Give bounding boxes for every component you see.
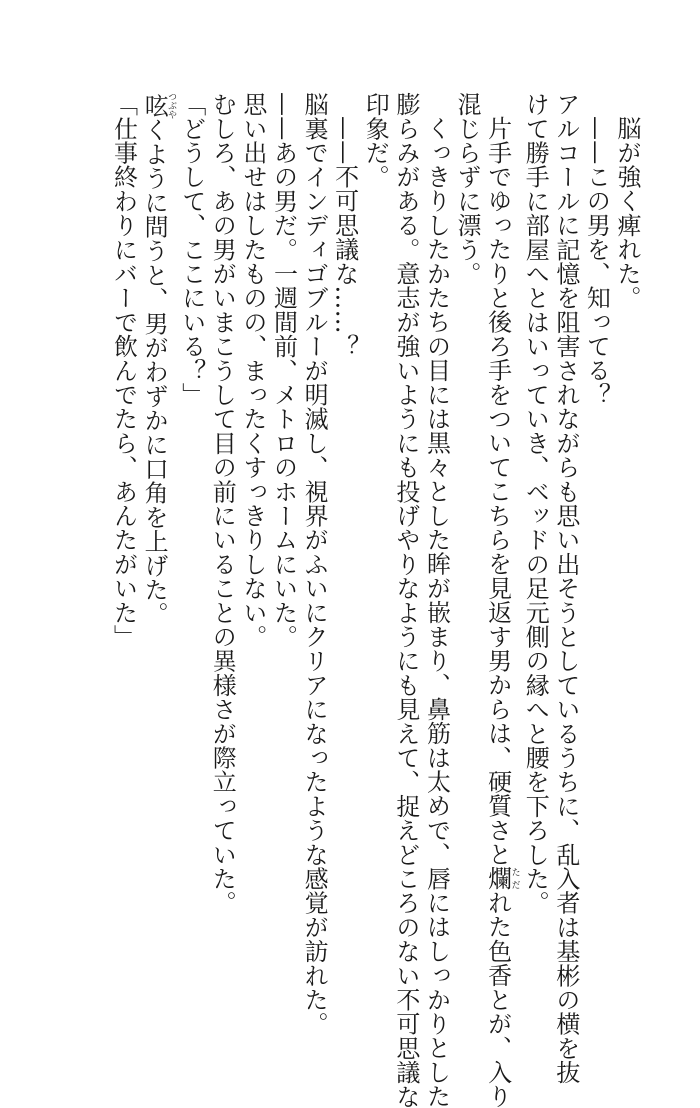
ruby-base-tada: 爛 [483,866,512,891]
text-line-13: 思い出せはしたものの、まったくすっきりしない。 [238,92,267,649]
vertical-text-block [108,92,642,1108]
ruby-reading-tsubuya: つぶや [166,92,177,119]
text-line-14: むしろ、あの男がいまこうして目の前にいることの異様さが際立っていた。 [208,92,237,915]
ruby-tada [483,866,520,891]
ruby-tsubuya [140,92,177,119]
text-line-17: 「仕事終わりにバーで飲んでたら、あんたがいた」 [109,92,138,649]
text-line-3: アルコールに記憶を阻害されながらも思い出そうとしているうちに、乱入者は基彬の横を抜 [551,92,580,1085]
text-line-5 [482,92,520,1108]
ruby-base-tsubuya: 呟 [140,92,169,119]
text-line-4: けて勝手に部屋へとはいっていき、ベッドの足元側の縁へと腰を下ろした。 [521,92,550,915]
text-line-7: くっきりしたかたちの目には黒々とした眸が嵌まり、鼻筋は太めで、唇にはしっかりとした [422,116,451,1108]
text-line-11: 脳裏でインディゴブルーが明滅し、視界がふいにクリアになったような感覚が訪れた。 [300,92,329,1036]
text-line-16 [139,92,177,972]
text-line-16-after: くように問うと、男がわずかに口角を上げた。 [140,117,169,626]
text-line-12: ——あの男だ。一週間前、メトロのホームにいた。 [269,92,298,649]
text-line-9: 印象だ。 [361,92,390,189]
text-line-8: 膨らみがある。意志が強いようにも投げやりなようにも見えて、捉えどころのない不可思議な [391,92,420,1108]
text-line-15: 「どうして、ここにいる？」 [177,92,206,407]
text-line-6: 混じらずに漂う。 [453,92,482,286]
ruby-reading-tada: ただ [509,866,520,891]
text-line-10: ——不可思議な……？ [330,116,359,358]
text-line-5-before: 片手でゆったりと後ろ手をついてこちらを見返す男からは、硬質さと [483,116,512,867]
text-line-1: 脳が強く痺れた。 [613,116,641,310]
text-line-5-after: れた色香とが、入り [483,890,512,1108]
text-line-2: ——この男を、知ってる？ [582,116,611,407]
